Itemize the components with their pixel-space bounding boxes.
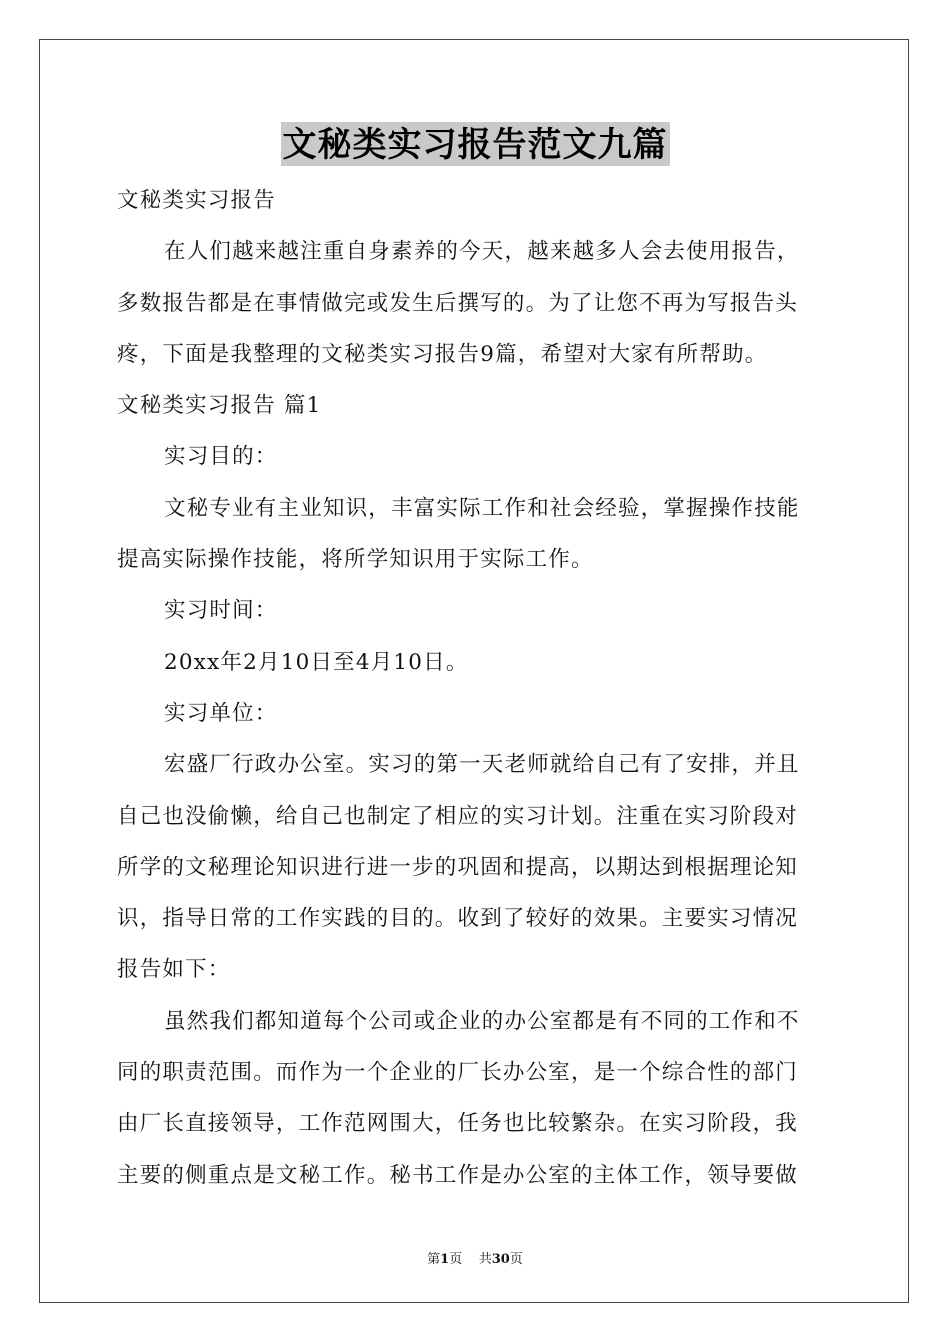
text-line: 实习时间： xyxy=(164,598,278,624)
total-prefix: 共 xyxy=(478,1252,492,1267)
text-line: 疼，下面是我整理的文秘类实习报告9篇，希望对大家有所帮助。 xyxy=(117,341,768,367)
total-unit: 页 xyxy=(509,1252,523,1267)
text-line: 宏盛厂行政办公室。实习的第一天老师就给自己有了安排，并且 xyxy=(164,752,800,778)
text-line: 报告如下： xyxy=(117,957,231,983)
text-line: 实习目的： xyxy=(164,444,278,470)
text-line: 多数报告都是在事情做完或发生后撰写的。为了让您不再为写报告头 xyxy=(117,290,799,316)
text-line: 20xx年2月10日至4月10日。 xyxy=(164,649,469,675)
page-prefix: 第 xyxy=(427,1252,441,1267)
text-line: 由厂长直接领导，工作范网围大，任务也比较繁杂。在实习阶段，我 xyxy=(117,1111,799,1137)
text-line: 文秘专业有主业知识，丰富实际工作和社会经验，掌握操作技能 xyxy=(164,495,800,521)
text-line: 自己也没偷懒，给自己也制定了相应的实习计划。注重在实习阶段对 xyxy=(117,803,799,829)
text-line: 文秘类实习报告 篇1 xyxy=(117,393,322,419)
text-line: 提高实际操作技能，将所学知识用于实际工作。 xyxy=(117,547,594,573)
text-line: 虽然我们都知道每个公司或企业的办公室都是有不同的工作和不 xyxy=(164,1008,800,1034)
text-line: 所学的文秘理论知识进行进一步的巩固和提高，以期达到根据理论知 xyxy=(117,854,799,880)
current-page-number: 1 xyxy=(440,1252,450,1267)
page-footer xyxy=(0,1248,950,1267)
text-line: 同的职责范围。而作为一个企业的厂长办公室，是一个综合性的部门 xyxy=(117,1060,799,1086)
text-line: 实习单位： xyxy=(164,700,278,726)
title-container xyxy=(0,122,950,166)
document-body xyxy=(117,175,832,1201)
text-line: 识，指导日常的工作实践的目的。收到了较好的效果。主要实习情况 xyxy=(117,906,799,932)
total-page-count: 30 xyxy=(491,1252,510,1267)
text-line: 在人们越来越注重自身素养的今天，越来越多人会去使用报告， xyxy=(164,239,800,265)
page-unit: 页 xyxy=(449,1252,463,1267)
document-title: 文秘类实习报告范文九篇 xyxy=(281,122,670,166)
text-line: 文秘类实习报告 xyxy=(117,188,276,213)
text-line: 主要的侧重点是文秘工作。秘书工作是办公室的主体工作，领导要做 xyxy=(117,1162,799,1188)
